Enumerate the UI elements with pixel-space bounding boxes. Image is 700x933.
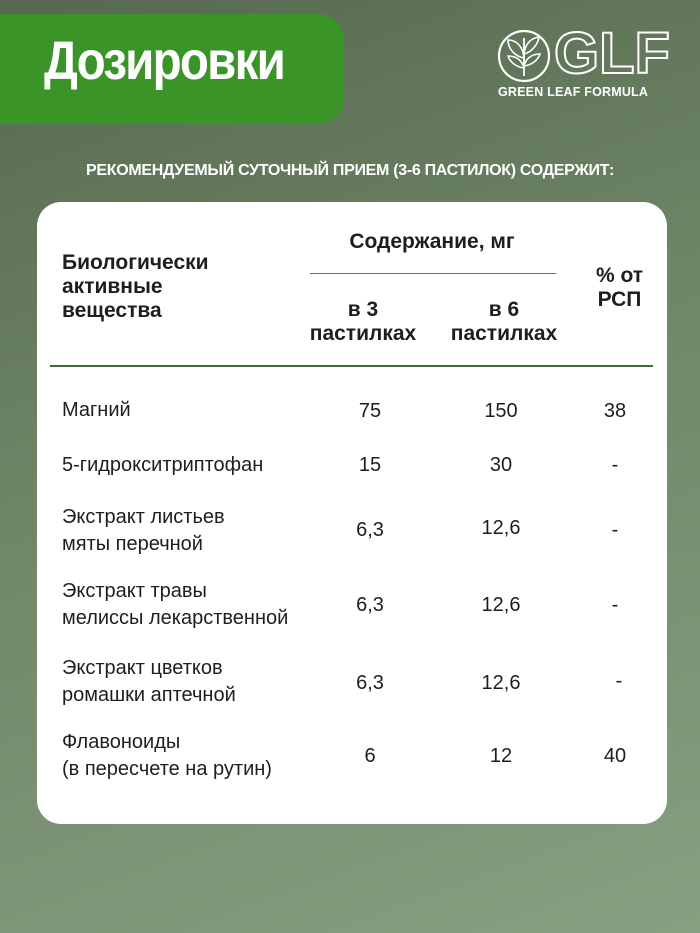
- row-value-6: 150: [484, 400, 518, 422]
- dosage-table: [37, 202, 667, 824]
- row-rsp: -: [611, 519, 619, 541]
- header-divider: [50, 365, 653, 367]
- row-value-6: 12,6: [481, 672, 521, 694]
- header-col-3: в 3 пастилках: [309, 298, 417, 345]
- row-value-6: 30: [489, 454, 513, 476]
- row-rsp: 40: [603, 745, 627, 767]
- row-value-6: 12,6: [481, 594, 521, 616]
- row-value-3: 6: [364, 745, 376, 767]
- row-rsp: -: [611, 594, 619, 616]
- row-name: Экстракт цветков ромашки аптечной: [62, 657, 236, 706]
- intake-subtitle: РЕКОМЕНДУЕМЫЙ СУТОЧНЫЙ ПРИЕМ (3-6 ПАСТИЛОК) СОДЕРЖИТ:: [86, 162, 614, 179]
- row-value-3: 6,3: [356, 519, 384, 541]
- row-name: Флавоноиды (в пересчете на рутин): [62, 731, 272, 780]
- page-title: Дозировки: [44, 31, 285, 91]
- row-value-6: 12,6: [481, 517, 521, 539]
- row-value-3: 15: [358, 454, 382, 476]
- header-rsp: % от РСП: [595, 264, 644, 311]
- row-rsp: -: [615, 670, 623, 692]
- brand-tagline: GREEN LEAF FORMULA: [498, 85, 649, 99]
- header-substance: Биологически активные вещества: [62, 251, 209, 322]
- header-group-divider: [310, 273, 556, 274]
- row-value-6: 12: [489, 745, 513, 767]
- row-name: Магний: [62, 399, 131, 421]
- brand-mark: GLF: [554, 21, 670, 86]
- row-rsp: -: [611, 454, 619, 476]
- row-name: 5-гидрокситриптофан: [62, 454, 264, 476]
- brand-logo: [496, 21, 676, 102]
- leaf-circle-icon: [496, 28, 552, 84]
- row-name: Экстракт травы мелиссы лекарственной: [62, 580, 289, 629]
- row-value-3: 6,3: [356, 672, 384, 694]
- row-name: Экстракт листьев мяты перечной: [62, 506, 225, 555]
- row-value-3: 75: [358, 400, 382, 422]
- header-content: Содержание, мг: [349, 230, 515, 253]
- row-value-3: 6,3: [356, 594, 384, 616]
- row-rsp: 38: [603, 400, 627, 422]
- header-col-6: в 6 пастилках: [450, 298, 558, 345]
